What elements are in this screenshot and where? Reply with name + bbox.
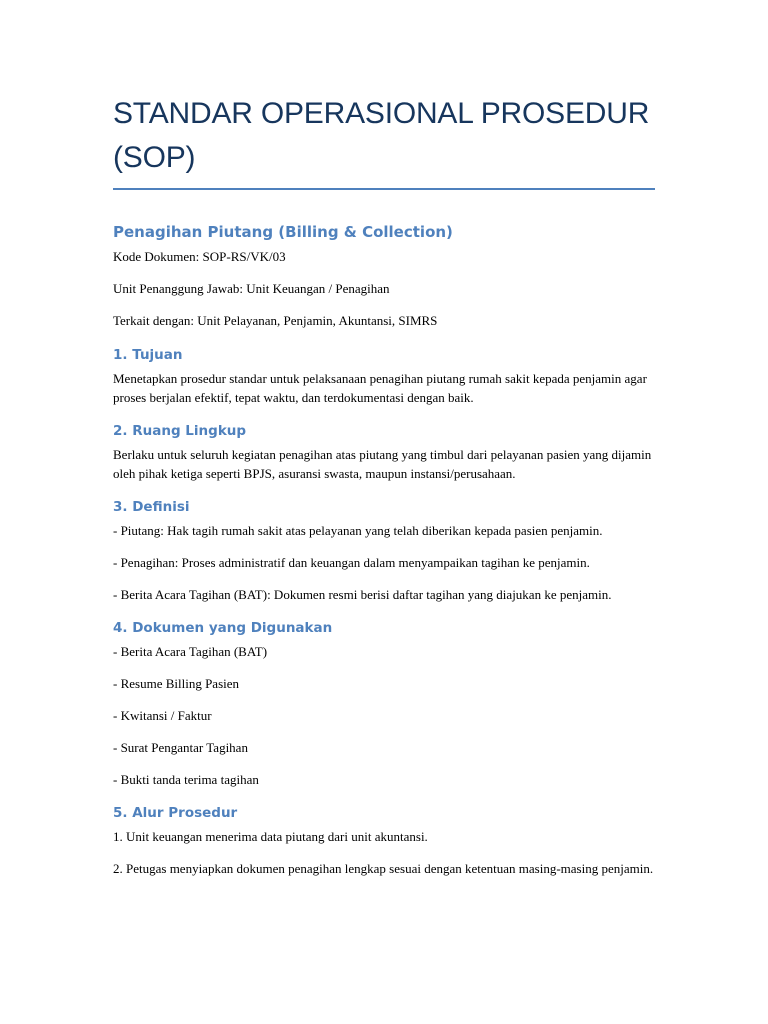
section-tujuan: [113, 344, 655, 407]
document-list-item: - Resume Billing Pasien: [113, 676, 240, 691]
section-alur-prosedur: [113, 802, 655, 878]
section-paragraph: Berlaku untuk seluruh kegiatan penagihan atas piutang yang timbul dari pelayanan pasien yang dijamin oleh pihak ketiga seperti BPJS, asuransi swasta, maupun instansi/perusahaan.: [113, 447, 652, 481]
section-paragraph: Menetapkan prosedur standar untuk pelaksanaan penagihan piutang rumah sakit kepada penjamin agar proses berjalan efektif, tepat waktu, dan terdokumentasi dengan baik.: [113, 371, 647, 405]
procedure-step: 2. Petugas menyiapkan dokumen penagihan lengkap sesuai dengan ketentuan masing-masing penjamin.: [113, 861, 654, 876]
document-list-item: - Bukti tanda terima tagihan: [113, 772, 259, 787]
meta-document-code: Kode Dokumen: SOP-RS/VK/03: [113, 249, 286, 264]
section-heading: 1. Tujuan: [113, 347, 183, 363]
procedure-step: 1. Unit keuangan menerima data piutang dari unit akuntansi.: [113, 829, 428, 844]
document-subtitle: Penagihan Piutang (Billing & Collection): [113, 223, 453, 241]
section-heading: 3. Definisi: [113, 499, 190, 515]
meta-related-units: Terkait dengan: Unit Pelayanan, Penjamin, Akuntansi, SIMRS: [113, 313, 438, 328]
section-heading: 4. Dokumen yang Digunakan: [113, 620, 333, 636]
document-page: [113, 92, 655, 878]
section-heading: 2. Ruang Lingkup: [113, 423, 247, 439]
section-definisi: [113, 496, 655, 604]
section-heading: 5. Alur Prosedur: [113, 805, 238, 821]
definition-item: - Berita Acara Tagihan (BAT): Dokumen resmi berisi daftar tagihan yang diajukan ke penjamin.: [113, 587, 612, 602]
title-divider: [113, 188, 655, 190]
document-list-item: - Kwitansi / Faktur: [113, 708, 212, 723]
meta-responsible-unit: Unit Penanggung Jawab: Unit Keuangan / Penagihan: [113, 281, 390, 296]
document-title: STANDAR OPERASIONAL PROSEDUR (SOP): [113, 97, 650, 174]
definition-item: - Penagihan: Proses administratif dan keuangan dalam menyampaikan tagihan ke penjamin.: [113, 555, 590, 570]
document-list-item: - Surat Pengantar Tagihan: [113, 740, 248, 755]
document-list-item: - Berita Acara Tagihan (BAT): [113, 644, 268, 659]
definition-item: - Piutang: Hak tagih rumah sakit atas pelayanan yang telah diberikan kepada pasien penjamin.: [113, 523, 603, 538]
section-dokumen: [113, 617, 655, 789]
section-ruang-lingkup: [113, 420, 655, 483]
